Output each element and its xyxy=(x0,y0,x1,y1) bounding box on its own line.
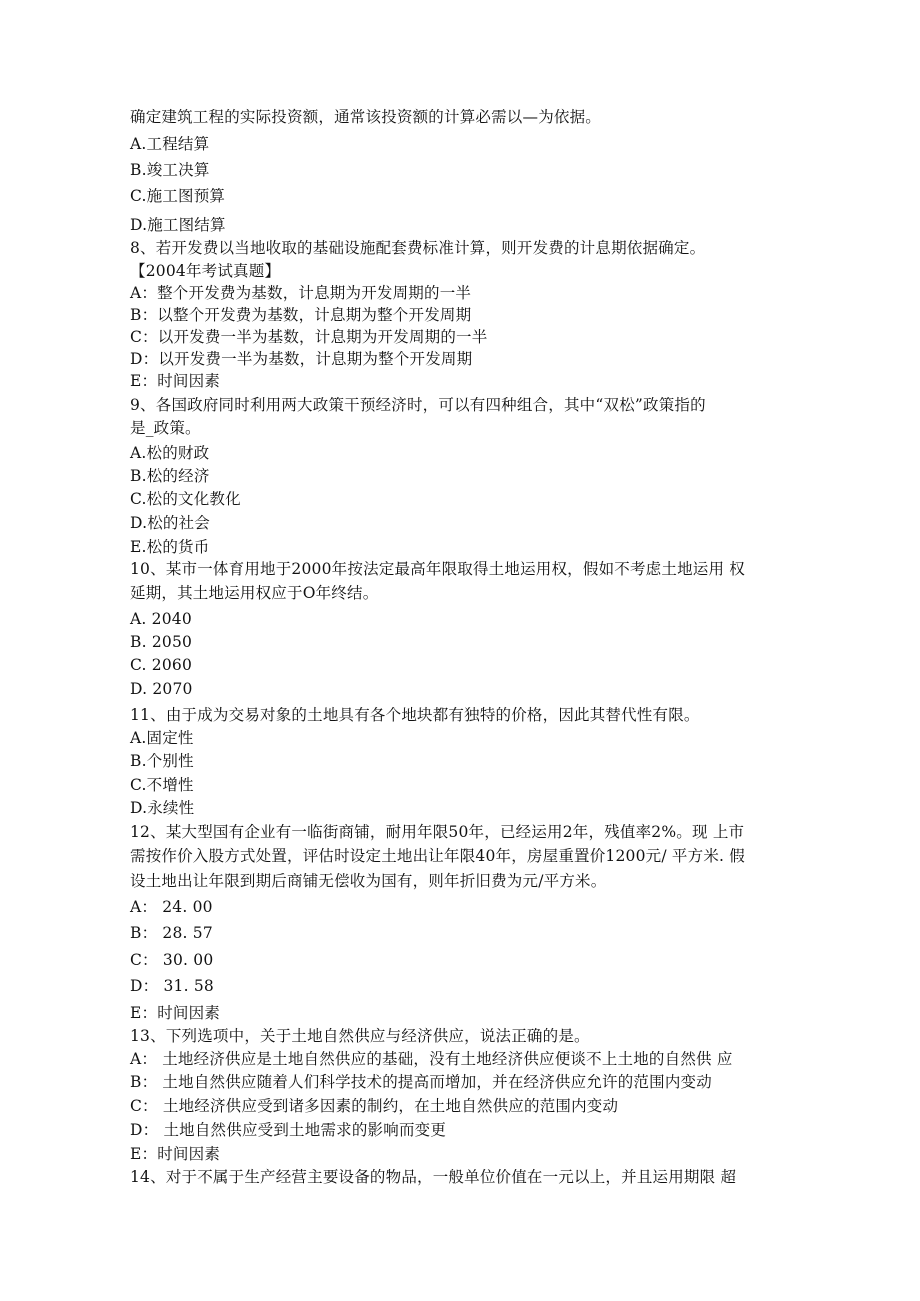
question-13-option-d: D： 土地自然供应受到土地需求的影响而变更 xyxy=(130,1121,447,1139)
question-13-option-e: E：时间因素 xyxy=(130,1145,221,1163)
question-11-option-b: B.个别性 xyxy=(130,752,194,770)
question-12-option-e: E：时间因素 xyxy=(130,1004,221,1022)
question-14-stem-line-1: 14、对于不属于生产经营主要设备的物品，一般单位价值在一元以上，并且运用期限 超 xyxy=(130,1168,737,1186)
question-7-option-a: A.工程结算 xyxy=(130,135,210,153)
question-9-stem-line-1: 9、各国政府同时利用两大政策干预经济时，可以有四种组合，其中“双松”政策指的 xyxy=(130,396,706,414)
question-12-stem-line-2: 需按作价入股方式处置，评估时设定土地出让年限40年，房屋重置价1200元/ 平方米. 假 xyxy=(130,847,745,865)
question-13-option-b: B： 土地自然供应随着人们科学技术的提高而增加，并在经济供应允许的范围内变动 xyxy=(130,1073,712,1091)
question-8-option-c: C：以开发费一半为基数，计息期为开发周期的一半 xyxy=(130,328,488,346)
question-7-option-c: C.施工图预算 xyxy=(130,187,226,205)
question-9-option-b: B.松的经济 xyxy=(130,467,210,485)
question-7-option-b: B.竣工决算 xyxy=(130,161,210,179)
question-13-option-c: C： 土地经济供应受到诸多因素的制约，在土地自然供应的范围内变动 xyxy=(130,1097,619,1115)
question-12-stem-line-1: 12、某大型国有企业有一临街商铺，耐用年限50年，已经运用2年，残值率2%。现 上市 xyxy=(130,823,745,841)
question-8-stem: 8、若开发费以当地收取的基础设施配套费标准计算，则开发费的计息期依据确定。 xyxy=(130,239,706,257)
question-7-stem: 确定建筑工程的实际投资额，通常该投资额的计算必需以—为依据。 xyxy=(130,108,602,126)
question-11-option-c: C.不增性 xyxy=(130,776,194,794)
question-12-option-c: C： 30. 00 xyxy=(130,951,214,969)
question-9-option-c: C.松的文化教化 xyxy=(130,490,241,508)
question-9-option-a: A.松的财政 xyxy=(130,444,210,462)
question-10-option-b: B. 2050 xyxy=(130,633,193,651)
question-8-option-b: B：以整个开发费为基数，计息期为整个开发周期 xyxy=(130,306,472,324)
question-11-stem: 11、由于成为交易对象的土地具有各个地块都有独特的价格，因此其替代性有限。 xyxy=(130,706,700,724)
question-8-option-a: A：整个开发费为基数，计息期为开发周期的一半 xyxy=(130,284,472,302)
question-10-option-a: A. 2040 xyxy=(130,610,192,628)
question-10-stem-line-2: 延期，其土地运用权应于O年终结。 xyxy=(130,584,379,602)
question-12-option-b: B： 28. 57 xyxy=(130,924,213,942)
question-9-option-d: D.松的社会 xyxy=(130,514,211,532)
question-9-option-e: E.松的货币 xyxy=(130,538,210,556)
question-12-option-d: D： 31. 58 xyxy=(130,977,214,995)
question-9-stem-line-2: 是_政策。 xyxy=(130,419,201,437)
question-12-option-a: A： 24. 00 xyxy=(130,898,213,916)
question-10-option-d: D. 2070 xyxy=(130,680,193,698)
question-8-source: 【2004年考试真题】 xyxy=(130,262,281,280)
question-13-stem: 13、下列选项中，关于土地自然供应与经济供应，说法正确的是。 xyxy=(130,1027,590,1045)
question-11-option-a: A.固定性 xyxy=(130,729,194,747)
question-12-stem-line-3: 设土地出让年限到期后商铺无偿收为国有，则年折旧费为元/平方米。 xyxy=(130,872,607,890)
question-8-option-e: E：时间因素 xyxy=(130,372,221,390)
question-10-option-c: C. 2060 xyxy=(130,656,193,674)
question-8-option-d: D：以开发费一半为基数，计息期为整个开发周期 xyxy=(130,350,473,368)
question-7-option-d: D.施工图结算 xyxy=(130,216,226,234)
question-10-stem-line-1: 10、某市一体育用地于2000年按法定最高年限取得土地运用权，假如不考虑土地运用 权 xyxy=(130,560,745,578)
question-13-option-a: A： 土地经济供应是土地自然供应的基础，没有土地经济供应便谈不上土地的自然供 应 xyxy=(130,1050,733,1068)
question-11-option-d: D.永续性 xyxy=(130,799,195,817)
